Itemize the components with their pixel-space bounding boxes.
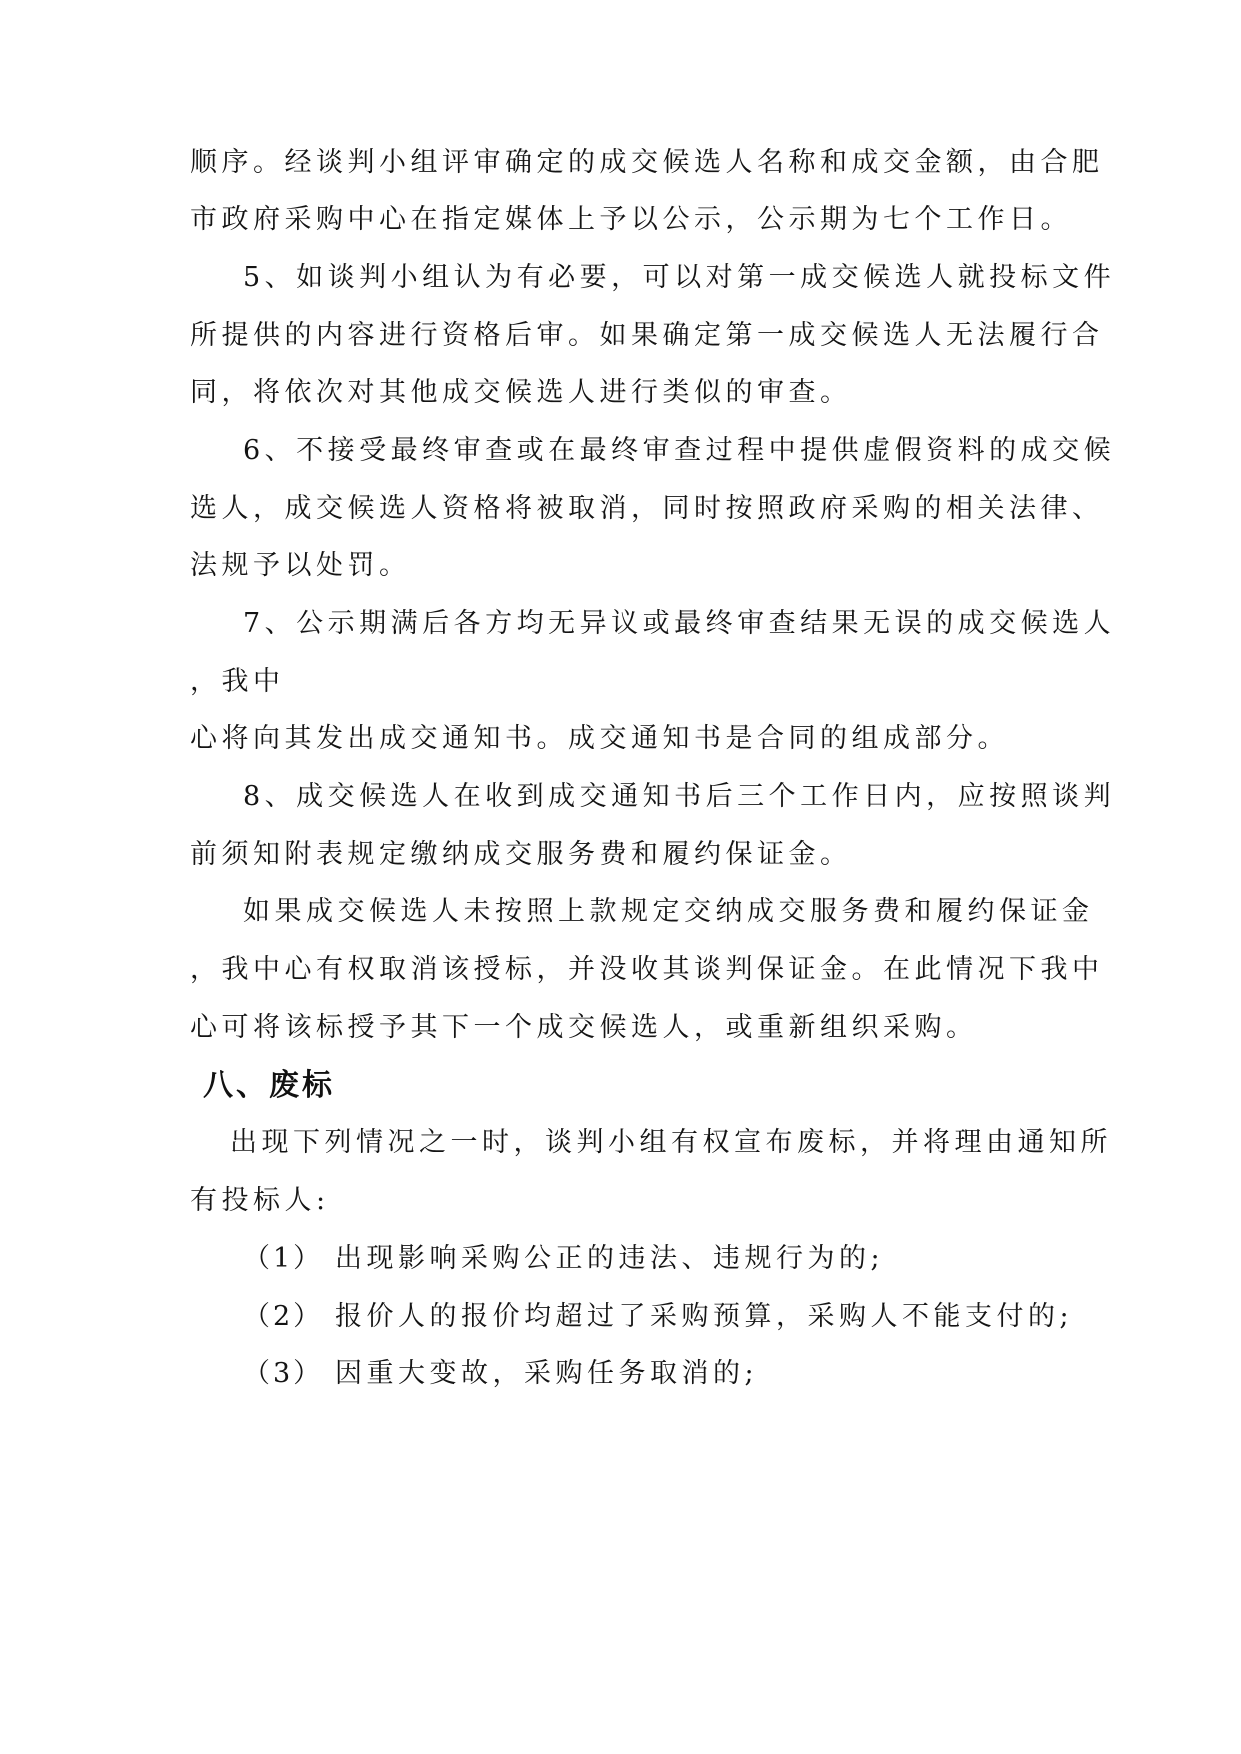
list-item-number: （2） — [243, 1301, 324, 1332]
section-intro-line: 出现下列情况之一时，谈判小组有权宣布废标，并将理由通知所 — [230, 1127, 1112, 1158]
section-intro-line: 有投标人: — [190, 1185, 330, 1216]
body-line: ，我中 — [190, 666, 285, 697]
clause-8-line: 8、成交候选人在收到成交通知书后三个工作日内，应按照谈判 — [243, 781, 1116, 812]
body-line: 同，将依次对其他成交候选人进行类似的审查。 — [190, 377, 852, 408]
body-line: ，我中心有权取消该授标，并没收其谈判保证金。在此情况下我中 — [190, 954, 1104, 985]
body-line: 前须知附表规定缴纳成交服务费和履约保证金。 — [190, 839, 852, 870]
body-line: 法规予以处罚。 — [190, 550, 411, 581]
body-line: 所提供的内容进行资格后审。如果确定第一成交候选人无法履行合 — [190, 320, 1104, 351]
body-line: 心将向其发出成交通知书。成交通知书是合同的组成部分。 — [190, 723, 1009, 754]
list-item-number: （1） — [243, 1243, 324, 1274]
list-item — [243, 1241, 884, 1277]
list-item-text: 报价人的报价均超过了采购预算，采购人不能支付的; — [335, 1301, 1074, 1332]
list-item-text: 因重大变故，采购任务取消的; — [335, 1358, 759, 1389]
list-item — [243, 1356, 758, 1392]
body-line: 选人，成交候选人资格将被取消，同时按照政府采购的相关法律、 — [190, 493, 1104, 524]
body-line: 心可将该标授予其下一个成交候选人，或重新组织采购。 — [190, 1012, 978, 1043]
list-item — [243, 1299, 1073, 1335]
body-line: 顺序。经谈判小组评审确定的成交候选人名称和成交金额，由合肥 — [190, 147, 1104, 178]
clause-7-line: 7、公示期满后各方均无异议或最终审查结果无误的成交候选人 — [243, 608, 1116, 639]
list-item-text: 出现影响采购公正的违法、违规行为的; — [335, 1243, 885, 1274]
clause-6-line: 6、不接受最终审查或在最终审查过程中提供虚假资料的成交候 — [243, 435, 1116, 466]
list-item-number: （3） — [243, 1358, 324, 1389]
clause-5-line: 5、如谈判小组认为有必要，可以对第一成交候选人就投标文件 — [243, 262, 1116, 293]
section-heading: 八、废标 — [203, 1068, 335, 1103]
body-line: 如果成交候选人未按照上款规定交纳成交服务费和履约保证金 — [243, 896, 1094, 927]
body-line: 市政府采购中心在指定媒体上予以公示，公示期为七个工作日。 — [190, 204, 1072, 235]
